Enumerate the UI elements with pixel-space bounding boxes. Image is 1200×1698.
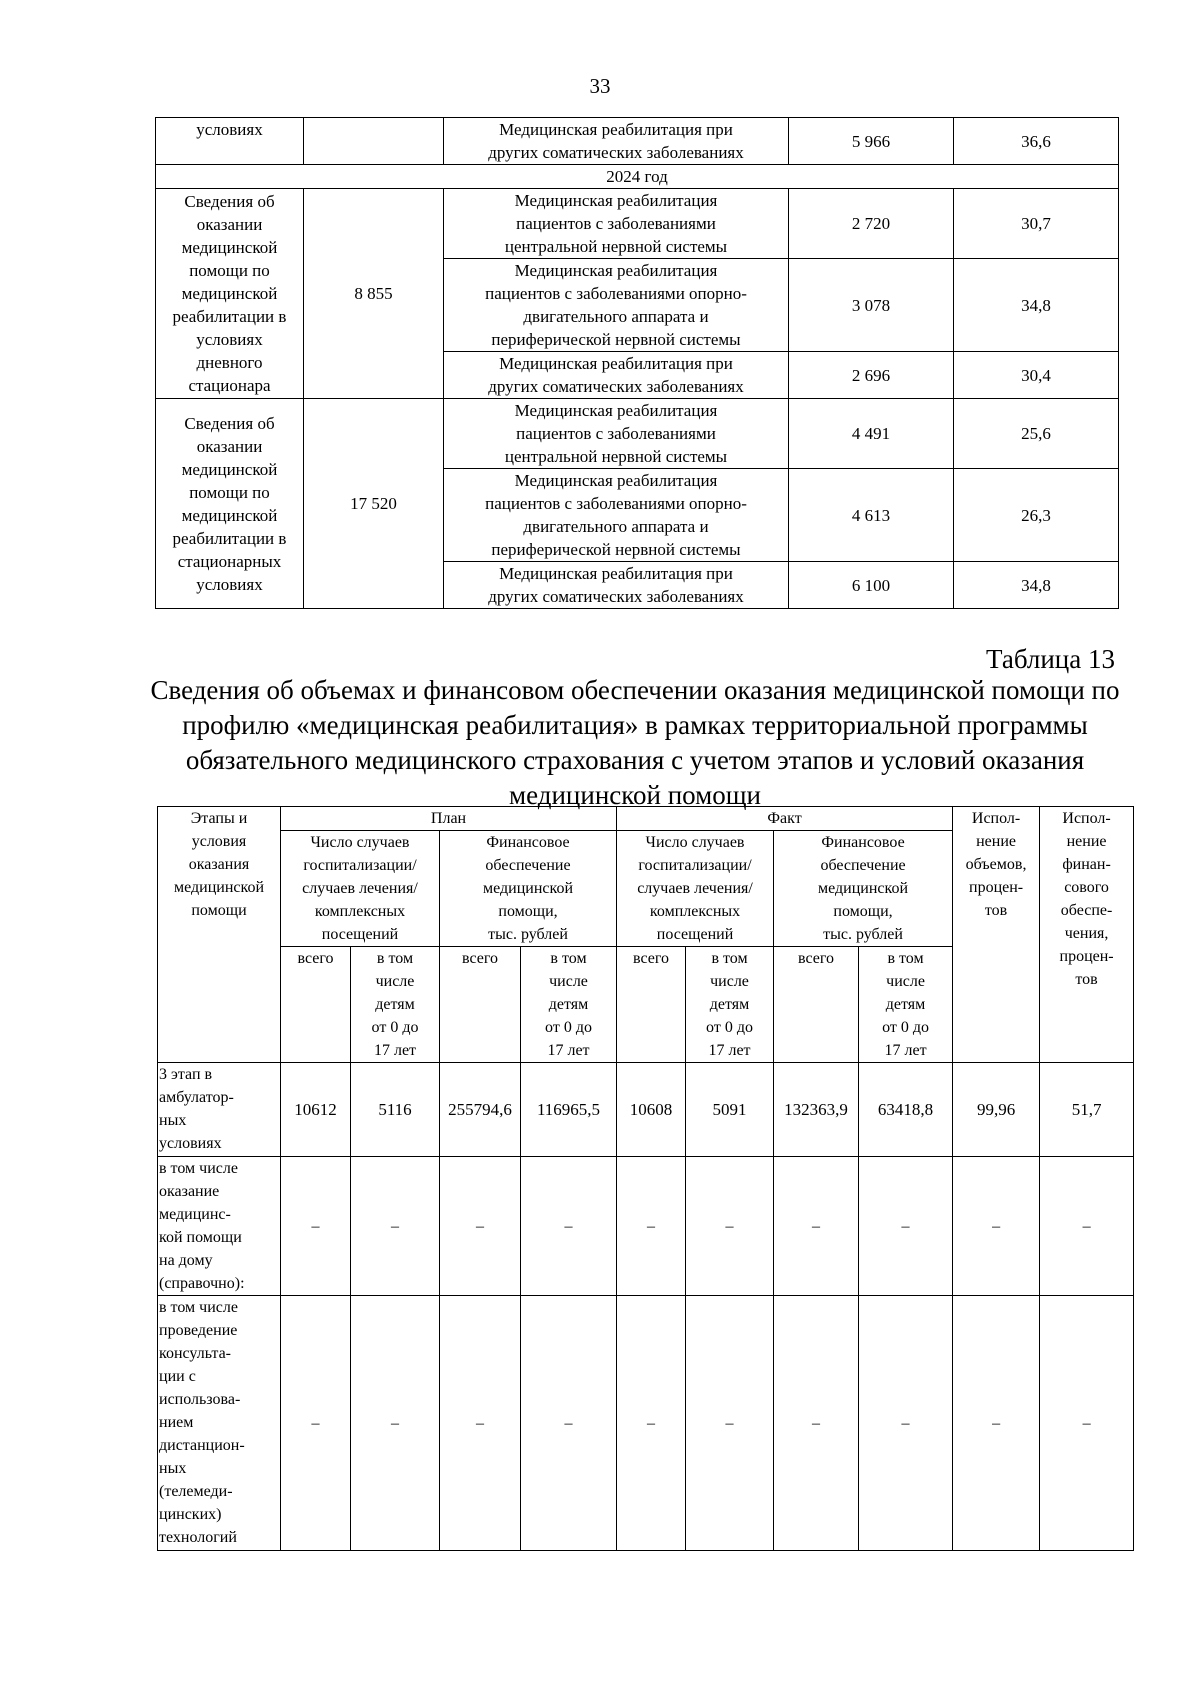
children-subheader: в том числе детям от 0 до 17 лет [686, 947, 774, 1063]
percent-cell: 30,4 [954, 352, 1119, 399]
count-cell: 4 491 [789, 399, 954, 469]
plan-header: План [281, 807, 617, 831]
profile-cell: Медицинская реабилитация при других соматических заболеваниях [444, 118, 789, 165]
count-cell: 2 696 [789, 352, 954, 399]
table-13 [157, 806, 1134, 1551]
value-cell: – [521, 1296, 617, 1551]
percent-cell: 26,3 [954, 469, 1119, 562]
value-cell: 132363,9 [774, 1063, 859, 1157]
value-cell: 255794,6 [440, 1063, 521, 1157]
value-cell: – [351, 1157, 440, 1296]
profile-cell: Медицинская реабилитация пациентов с заболеваниями центральной нервной системы [444, 399, 789, 469]
table-number-label: Таблица 13 [986, 644, 1115, 674]
percent-cell: 34,8 [954, 259, 1119, 352]
year-label: 2024 год [156, 165, 1119, 189]
children-subheader: в том числе детям от 0 до 17 лет [351, 947, 440, 1063]
table-row [158, 1296, 1134, 1551]
fact-header: Факт [617, 807, 953, 831]
value-cell: – [953, 1157, 1040, 1296]
total-subheader: всего [774, 947, 859, 1063]
value-cell: – [440, 1296, 521, 1551]
percent-cell: 34,8 [954, 562, 1119, 609]
value-cell: – [859, 1296, 953, 1551]
total-subheader: всего [617, 947, 686, 1063]
value-cell: – [774, 1157, 859, 1296]
exec-finance-header: Испол- нение финан- сового обеспе- чения, процен- тов [1040, 807, 1134, 1063]
value-cell: 10608 [617, 1063, 686, 1157]
count-cell: 5 966 [789, 118, 954, 165]
count-cell: 3 078 [789, 259, 954, 352]
page-number: 33 [589, 74, 611, 98]
value-cell: – [953, 1296, 1040, 1551]
table-row [158, 1157, 1134, 1296]
year-row [156, 165, 1119, 189]
plan-finance-header: Финансовое обеспечение медицинской помощи, тыс. рублей [440, 831, 617, 947]
count-cell: 6 100 [789, 562, 954, 609]
total-cell [304, 118, 444, 165]
value-cell: – [281, 1157, 351, 1296]
count-cell: 4 613 [789, 469, 954, 562]
value-cell: 99,96 [953, 1063, 1040, 1157]
value-cell: 116965,5 [521, 1063, 617, 1157]
table-row [156, 189, 1119, 259]
value-cell: – [281, 1296, 351, 1551]
row-label: в том числе проведение консульта- ции с использова- нием дистанцион- ных (телемеди- цинских) технологий [158, 1296, 281, 1551]
percent-cell: 36,6 [954, 118, 1119, 165]
stage-cell: условиях [156, 118, 304, 165]
total-subheader: всего [440, 947, 521, 1063]
value-cell: – [1040, 1296, 1134, 1551]
profile-cell: Медицинская реабилитация при других соматических заболеваниях [444, 352, 789, 399]
value-cell: 51,7 [1040, 1063, 1134, 1157]
profile-cell: Медицинская реабилитация пациентов с заболеваниями центральной нервной системы [444, 189, 789, 259]
value-cell: – [686, 1157, 774, 1296]
value-cell: – [617, 1296, 686, 1551]
value-cell: – [351, 1296, 440, 1551]
value-cell: – [440, 1157, 521, 1296]
total-cell: 8 855 [304, 189, 444, 399]
table-title: Сведения об объемах и финансовом обеспечении оказания медицинской помощи по профилю «медицинская реабилитация» в рамках территориальной программы обязательного медицинского страхования с учетом этапов и условий оказания медицинской помощи [150, 675, 1120, 810]
value-cell: – [521, 1157, 617, 1296]
row-label: 3 этап в амбулатор- ных условиях [158, 1063, 281, 1157]
percent-cell: 25,6 [954, 399, 1119, 469]
table-row [156, 118, 1119, 165]
header-row [158, 807, 1134, 831]
fact-cases-header: Число случаев госпитализации/ случаев лечения/ комплексных посещений [617, 831, 774, 947]
value-cell: – [617, 1157, 686, 1296]
value-cell: 5091 [686, 1063, 774, 1157]
row-label: в том числе оказание медицинс- кой помощи на дому (справочно): [158, 1157, 281, 1296]
table-row [158, 1063, 1134, 1157]
profile-cell: Медицинская реабилитация при других соматических заболеваниях [444, 562, 789, 609]
stage-cell: Сведения об оказании медицинской помощи по медицинской реабилитации в условиях дневного стационара [156, 189, 304, 399]
count-cell: 2 720 [789, 189, 954, 259]
value-cell: – [859, 1157, 953, 1296]
table-12-continuation [155, 117, 1119, 609]
value-cell: 10612 [281, 1063, 351, 1157]
fact-finance-header: Финансовое обеспечение медицинской помощи, тыс. рублей [774, 831, 953, 947]
total-cell: 17 520 [304, 399, 444, 609]
value-cell: 5116 [351, 1063, 440, 1157]
profile-cell: Медицинская реабилитация пациентов с заболеваниями опорно- двигательного аппарата и периферической нервной системы [444, 469, 789, 562]
table-row [156, 399, 1119, 469]
children-subheader: в том числе детям от 0 до 17 лет [859, 947, 953, 1063]
stage-cell: Сведения об оказании медицинской помощи по медицинской реабилитации в стационарных условиях [156, 399, 304, 609]
children-subheader: в том числе детям от 0 до 17 лет [521, 947, 617, 1063]
plan-cases-header: Число случаев госпитализации/ случаев лечения/ комплексных посещений [281, 831, 440, 947]
value-cell: – [1040, 1157, 1134, 1296]
value-cell: 63418,8 [859, 1063, 953, 1157]
stage-header: Этапы и условия оказания медицинской помощи [158, 807, 281, 1063]
exec-volume-header: Испол- нение объемов, процен- тов [953, 807, 1040, 1063]
profile-cell: Медицинская реабилитация пациентов с заболеваниями опорно- двигательного аппарата и периферической нервной системы [444, 259, 789, 352]
value-cell: – [774, 1296, 859, 1551]
percent-cell: 30,7 [954, 189, 1119, 259]
total-subheader: всего [281, 947, 351, 1063]
value-cell: – [686, 1296, 774, 1551]
